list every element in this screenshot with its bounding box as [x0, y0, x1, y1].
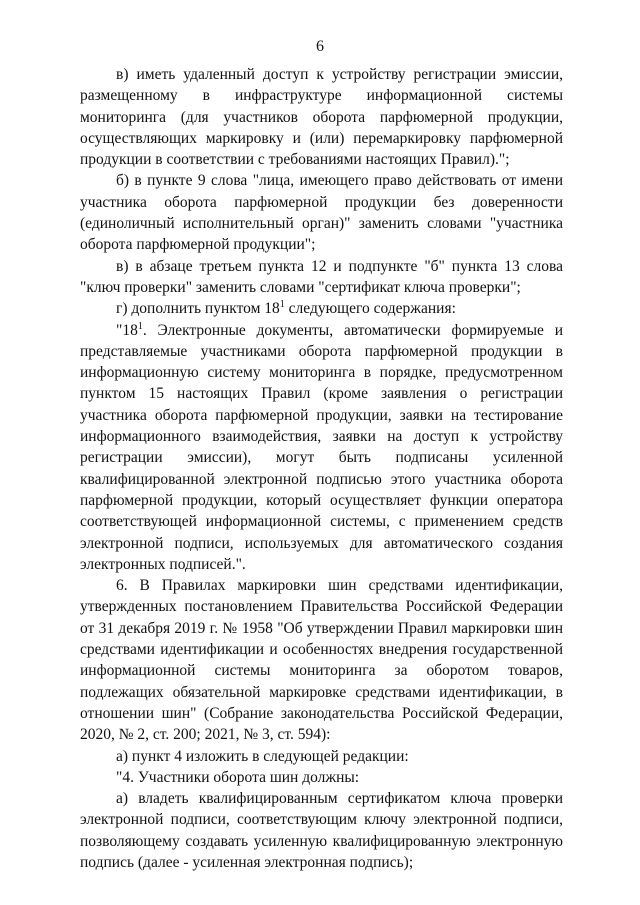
paragraph-subitem-a-2: а) владеть квалифицированным сертификатом ключа проверки электронной подписи, соответствующим ключу электронной подписи, позволяющему создавать усиленную квалифицированную электронную подпись (далее - усиленная электронная подпись); — [80, 790, 563, 871]
paragraph-text-part: следующего содержания: — [284, 300, 456, 318]
paragraph-subitem-g — [80, 298, 563, 319]
paragraph-clause-4: "4. Участники оборота шин должны: — [116, 768, 360, 786]
paragraph-subitem-v: в) иметь удаленный доступ к устройству регистрации эмиссии, размещенному в инфраструктуре информационной системы мониторинга (для участников оборота парфюмерной продукции, осуществляющих маркировку и (или) перемаркировку парфюмерной продукции в соответствии с требованиями настоящих Правил)."; — [80, 66, 563, 169]
paragraph-clause-18-1 — [80, 320, 563, 576]
paragraph-text-part: г) дополнить пунктом 18 — [116, 300, 280, 318]
page-number: 6 — [316, 38, 324, 55]
paragraph-subitem-v-2: в) в абзаце третьем пункта 12 и подпункте "б" пункта 13 слова "ключ проверки" заменить словами "сертификат ключа проверки"; — [80, 257, 563, 296]
superscript: 1 — [279, 299, 285, 311]
paragraph-text-part: "18 — [116, 321, 138, 339]
paragraph-item-6: 6. В Правилах маркировки шин средствами идентификации, утвержденных постановлением Правительства Российской Федерации от 31 декабря 2019 г. № 1958 "Об утверждении Правил маркировки шин средствами идентификации и особенностях внедрения государственной информационной системы мониторинга за оборотом товаров, подлежащих обязательной маркировке средствами идентификации, в отношении шин" (Собрание законодательства Российской Федерации, 2020, № 2, ст. 200; 2021, № 3, ст. 594): — [80, 577, 563, 744]
paragraph-subitem-b: б) в пункте 9 слова "лица, имеющего право действовать от имени участника оборота парфюмерной продукции без доверенности (единоличный исполнительный орган)" заменить словами "участника оборота парфюмерной продукции"; — [80, 172, 563, 254]
document-body — [80, 64, 563, 873]
paragraph-text-part: . Электронные документы, автоматически формируемые и представляемые участниками оборота парфюмерной продукции в информационную систему мониторинга в порядке, предусмотренном пунктом 15 настоящих Правил (кроме заявления о регистрации участника оборота парфюмерной продукции, заявки на тестирование информационного взаимодействия, заявки на доступ к устройству регистрации эмиссии), могут быть подписаны усиленной квалифицированной электронной подписью этого участника оборота парфюмерной продукции, который осуществляет функции оператора соответствующей информационной системы, с применением средств электронной подписи, используемых для автоматического создания электронных подписей.". — [80, 321, 563, 573]
superscript: 1 — [137, 320, 143, 332]
paragraph-subitem-a: а) пункт 4 изложить в следующей редакции: — [116, 747, 409, 765]
